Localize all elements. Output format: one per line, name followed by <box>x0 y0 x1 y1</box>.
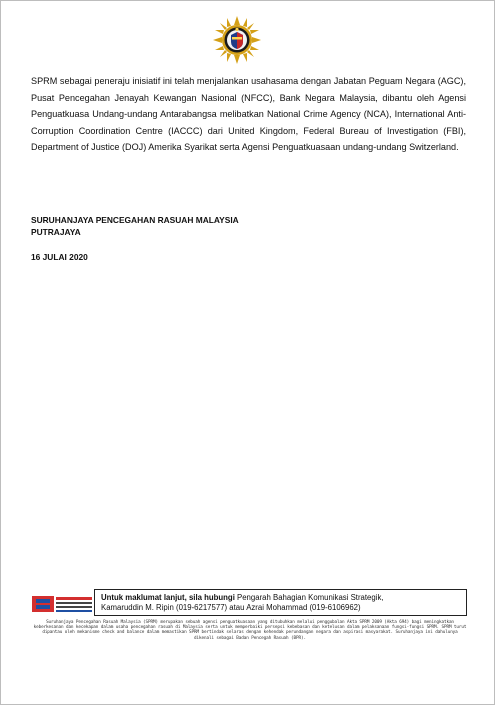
footer-disclaimer: Suruhanjaya Pencegahan Rasuah Malaysia (SPRM) merupakan sebuah agensi penguatkuasaan yang ditubuhkan melalui penggubalan Akta SPRM 2009 (Akta 694) bagi meningkatkan keberkesanan dan kecekapan dalam usaha pencegahan rasuah di Malaysia serta untuk memperbaiki persepsi kebebasan dan ketelusan dalam pelaksanaan fungsi-fungsi SPRM. SPRM turut dipantau oleh mekanisme check and balance dalam memastikan SPRM bertindak selaras dengan kehendak perundangan negara dan aspirasi masyarakat. Suruhanjaya ini dahulunya dikenali sebagai Badan Pencegah Rasuah (BPR). <box>33 620 467 641</box>
contact-lead: Untuk maklumat lanjut, sila hubungi <box>101 593 235 602</box>
release-date: 16 JULAI 2020 <box>31 252 88 262</box>
sprm-seal-logo <box>212 15 262 65</box>
strategic-communications-logo <box>32 592 92 616</box>
contact-line-2: Kamaruddin M. Ripin (019-6217577) atau Azrai Mohammad (019-6106962) <box>101 603 361 612</box>
organization-block <box>31 215 471 238</box>
organization-city: PUTRAJAYA <box>31 226 81 237</box>
body-paragraph: SPRM sebagai peneraju inisiatif ini telah menjalankan usahasama dengan Jabatan Peguam Negara (AGC), Pusat Pencegahan Jenayah Kewangan Nasional (NFCC), Bank Negara Malaysia, dibantu oleh Agensi Penguatkuasa Undang-undang Antarabangsa melibatkan National Crime Agency (NCA), International Anti-Corruption Coordination Centre (IACCC) dari United Kingdom, Federal Bureau of Investigation (FBI), Department of Justice (DOJ) Amerika Syarikat serta Agensi Penguatkuasaan undang-undang Switzerland. <box>31 76 466 153</box>
organization-name: SURUHANJAYA PENCEGAHAN RASUAH MALAYSIA <box>31 215 239 225</box>
contact-line-1: Pengarah Bahagian Komunikasi Strategik, <box>234 593 384 602</box>
contact-info-box <box>94 589 467 616</box>
